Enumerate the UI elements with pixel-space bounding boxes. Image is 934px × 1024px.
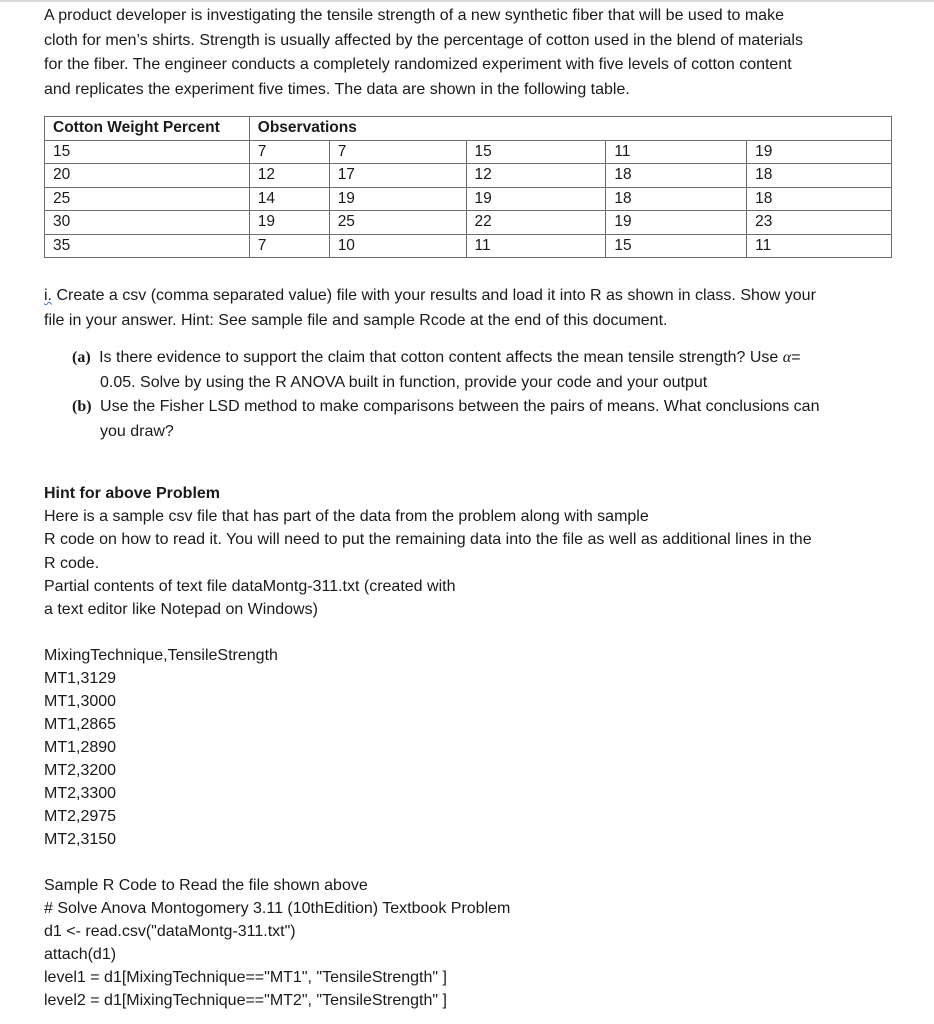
- csv-line: MT1,3000: [44, 693, 117, 710]
- observation-cell: 19: [249, 211, 329, 235]
- instruction-line: [44, 284, 904, 309]
- instruction-block: [44, 284, 904, 333]
- problem-line: cloth for men’s shirts. Strength is usually affected by the percentage of cotton used in the blend of materials: [44, 31, 803, 49]
- code-line: level2 = d1[MixingTechnique=="MT2", "TensileStrength" ]: [44, 992, 447, 1009]
- hint-line: Here is a sample csv file that has part of the data from the problem along with sample: [44, 508, 649, 526]
- cotton-strength-table: [44, 116, 892, 258]
- observation-cell: 23: [747, 211, 892, 235]
- observation-cell: 12: [249, 164, 329, 188]
- observation-cell: 11: [747, 234, 892, 258]
- part-a-line1: [72, 346, 892, 371]
- observation-cell: 7: [249, 234, 329, 258]
- observation-cell: 18: [606, 187, 747, 211]
- csv-line: MT1,2890: [44, 739, 117, 756]
- csv-line: MT1,3129: [44, 670, 117, 687]
- observation-cell: 17: [329, 164, 466, 188]
- csv-line: MT2,3300: [44, 785, 117, 802]
- cotton-percent-cell: 25: [45, 187, 250, 211]
- observation-cell: 19: [329, 187, 466, 211]
- question-parts: [72, 346, 892, 444]
- table-row: [45, 140, 892, 164]
- roman-numeral: i.: [44, 287, 52, 304]
- part-b-line1: [72, 395, 892, 420]
- csv-line: MT2,3150: [44, 831, 117, 848]
- observation-cell: 19: [747, 140, 892, 164]
- equals-sign: =: [791, 349, 801, 366]
- observation-cell: 12: [466, 164, 606, 188]
- part-b-line2: you draw?: [100, 422, 174, 440]
- cotton-percent-cell: 20: [45, 164, 250, 188]
- observation-cell: 18: [747, 164, 892, 188]
- instruction-line: file in your answer. Hint: See sample file and sample Rcode at the end of this document.: [44, 311, 668, 329]
- hint-line: Partial contents of text file dataMontg-311.txt (created with: [44, 577, 456, 595]
- code-line: # Solve Anova Montogomery 3.11 (10thEdition) Textbook Problem: [44, 900, 511, 917]
- cotton-percent-cell: 35: [45, 234, 250, 258]
- observation-cell: 7: [329, 140, 466, 164]
- observation-cell: 22: [466, 211, 606, 235]
- problem-line: for the fiber. The engineer conducts a completely randomized experiment with five levels of cotton content: [44, 56, 792, 73]
- code-line: level1 = d1[MixingTechnique=="MT1", "TensileStrength" ]: [44, 969, 447, 986]
- code-line: attach(d1): [44, 946, 117, 963]
- instruction-text: Create a csv (comma separated value) file with your results and load it into R as shown in class. Show your: [56, 287, 816, 304]
- observation-cell: 19: [606, 211, 747, 235]
- observation-cell: 7: [249, 140, 329, 164]
- part-b-tag: (b): [72, 398, 92, 415]
- table-row: [45, 211, 892, 235]
- observation-cell: 18: [747, 187, 892, 211]
- table-header-row: [45, 117, 892, 141]
- observation-cell: 18: [606, 164, 747, 188]
- part-a-line2: 0.05. Solve by using the R ANOVA built in function, provide your code and your output: [100, 373, 708, 391]
- csv-line: MT2,3200: [44, 762, 117, 779]
- observation-cell: 14: [249, 187, 329, 211]
- hint-line: a text editor like Notepad on Windows): [44, 600, 318, 618]
- table-row: [45, 234, 892, 258]
- observation-cell: 11: [466, 234, 606, 258]
- problem-line: and replicates the experiment five times. The data are shown in the following table.: [44, 80, 630, 98]
- alpha-symbol: α: [782, 349, 792, 366]
- hint-line: R code on how to read it. You will need to put the remaining data into the file as well as additional lines in the: [44, 531, 812, 549]
- top-divider: [0, 0, 934, 2]
- csv-line: MT1,2865: [44, 716, 117, 733]
- header-cotton-percent: Cotton Weight Percent: [45, 117, 250, 141]
- observation-cell: 19: [466, 187, 606, 211]
- csv-line: MixingTechnique,TensileStrength: [44, 647, 278, 664]
- csv-line: MT2,2975: [44, 808, 117, 825]
- code-line: d1 <- read.csv("dataMontg-311.txt"): [44, 923, 296, 940]
- observation-cell: 15: [606, 234, 747, 258]
- part-b-text: Use the Fisher LSD method to make comparisons between the pairs of means. What conclusions can: [100, 398, 820, 415]
- table-row: [45, 187, 892, 211]
- problem-line: A product developer is investigating the tensile strength of a new synthetic fiber that will be used to make: [44, 7, 784, 24]
- code-line: Sample R Code to Read the file shown above: [44, 877, 368, 894]
- observation-cell: 25: [329, 211, 466, 235]
- problem-statement: [44, 4, 904, 102]
- r-code-sample: [44, 874, 510, 1012]
- cotton-percent-cell: 30: [45, 211, 250, 235]
- part-a-text: Is there evidence to support the claim that cotton content affects the mean tensile strength? Use: [99, 349, 779, 366]
- observation-cell: 10: [329, 234, 466, 258]
- table-row: [45, 164, 892, 188]
- header-observations: Observations: [249, 117, 891, 141]
- hint-block: [44, 482, 904, 621]
- csv-sample: [44, 644, 278, 851]
- part-a-tag: (a): [72, 349, 91, 366]
- hint-title: Hint for above Problem: [44, 485, 221, 502]
- observation-cell: 11: [606, 140, 747, 164]
- observation-cell: 15: [466, 140, 606, 164]
- cotton-percent-cell: 15: [45, 140, 250, 164]
- hint-line: R code.: [44, 554, 100, 572]
